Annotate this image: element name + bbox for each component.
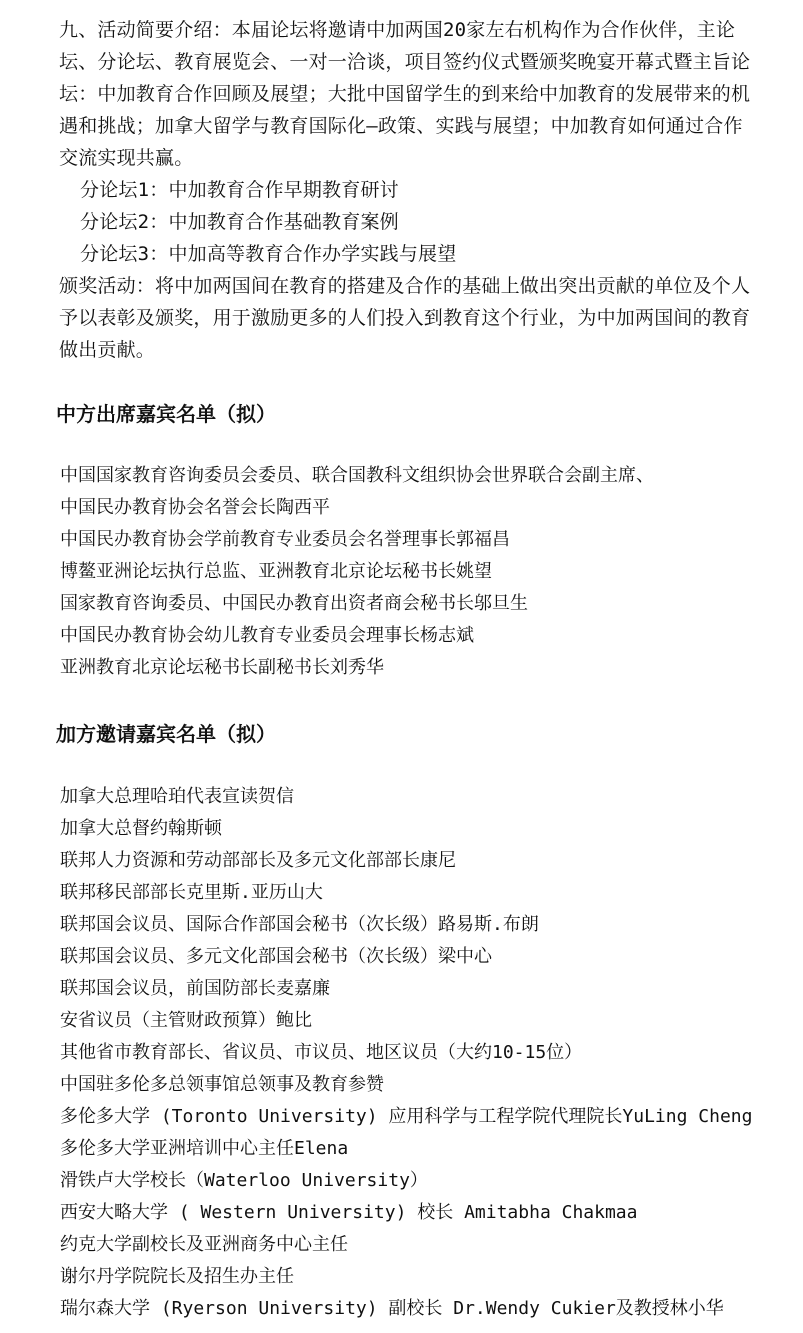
list-item: 谢尔丹学院院长及招生办主任 bbox=[60, 1266, 294, 1287]
awards-paragraph: 颁奖活动：将中加两国间在教育的搭建及合作的基础上做出突出贡献的单位及个人予以表彰及颁奖，用于激励更多的人们投入到教育这个行业，为中加两国间的教育做出贡献。 bbox=[59, 275, 751, 361]
list-item: 中国民办教育协会名誉会长陶西平 bbox=[60, 497, 330, 518]
canadian-guests-list bbox=[60, 781, 752, 1325]
canadian-guests-title: 加方邀请嘉宾名单（拟） bbox=[56, 722, 276, 746]
list-item: 加拿大总督约翰斯顿 bbox=[60, 818, 222, 839]
list-item: 国家教育咨询委员、中国民办教育出资者商会秘书长邬旦生 bbox=[60, 593, 528, 614]
chinese-guests-list bbox=[60, 460, 654, 684]
list-item: 联邦移民部部长克里斯.亚历山大 bbox=[60, 882, 323, 903]
list-item: 滑铁卢大学校长（Waterloo University） bbox=[60, 1170, 428, 1191]
list-item: 瑞尔森大学 (Ryerson University) 副校长 Dr.Wendy Cukier及教授林小华 bbox=[60, 1298, 724, 1319]
list-item: 加拿大总理哈珀代表宣读贺信 bbox=[60, 786, 294, 807]
sub-forum-2: 分论坛2：中加教育合作基础教育案例 bbox=[80, 211, 399, 233]
list-item: 中国民办教育协会幼儿教育专业委员会理事长杨志斌 bbox=[60, 625, 474, 646]
chinese-guests-title: 中方出席嘉宾名单（拟） bbox=[56, 402, 276, 426]
sub-forum-1: 分论坛1：中加教育合作早期教育研讨 bbox=[80, 179, 399, 201]
list-item: 西安大略大学 ( Western University) 校长 Amitabha Chakmaa bbox=[60, 1202, 638, 1223]
list-item: 多伦多大学 (Toronto University) 应用科学与工程学院代理院长YuLing Cheng bbox=[60, 1106, 753, 1127]
list-item: 约克大学副校长及亚洲商务中心主任 bbox=[60, 1234, 348, 1255]
list-item: 联邦国会议员、国际合作部国会秘书（次长级）路易斯.布朗 bbox=[60, 914, 539, 935]
list-item: 联邦人力资源和劳动部部长及多元文化部部长康尼 bbox=[60, 850, 456, 871]
list-item: 亚洲教育北京论坛秘书长副秘书长刘秀华 bbox=[60, 657, 384, 678]
list-item: 多伦多大学亚洲培训中心主任Elena bbox=[60, 1138, 349, 1159]
list-item: 中国民办教育协会学前教育专业委员会名誉理事长郭福昌 bbox=[60, 529, 510, 550]
list-item: 安省议员（主管财政预算）鲍比 bbox=[60, 1010, 312, 1031]
list-item: 联邦国会议员，前国防部长麦嘉廉 bbox=[60, 978, 330, 999]
event-introduction bbox=[59, 14, 761, 366]
list-item: 博鳌亚洲论坛执行总监、亚洲教育北京论坛秘书长姚望 bbox=[60, 561, 492, 582]
list-item: 其他省市教育部长、省议员、市议员、地区议员（大约10-15位） bbox=[60, 1042, 583, 1063]
list-item: 中国国家教育咨询委员会委员、联合国教科文组织协会世界联合会副主席、 bbox=[60, 465, 654, 486]
intro-paragraph: 九、活动简要介绍：本届论坛将邀请中加两国20家左右机构作为合作伙伴，主论坛、分论坛、教育展览会、一对一洽谈，项目签约仪式暨颁奖晚宴开幕式暨主旨论坛：中加教育合作回顾及展望；大批中国留学生的到来给中加教育的发展带来的机遇和挑战；加拿大留学与教育国际化—政策、实践与展望；中加教育如何通过合作交流实现共赢。 bbox=[59, 19, 751, 169]
sub-forum-3: 分论坛3：中加高等教育合作办学实践与展望 bbox=[80, 243, 457, 265]
list-item: 中国驻多伦多总领事馆总领事及教育参赞 bbox=[60, 1074, 384, 1095]
list-item: 联邦国会议员、多元文化部国会秘书（次长级）梁中心 bbox=[60, 946, 492, 967]
